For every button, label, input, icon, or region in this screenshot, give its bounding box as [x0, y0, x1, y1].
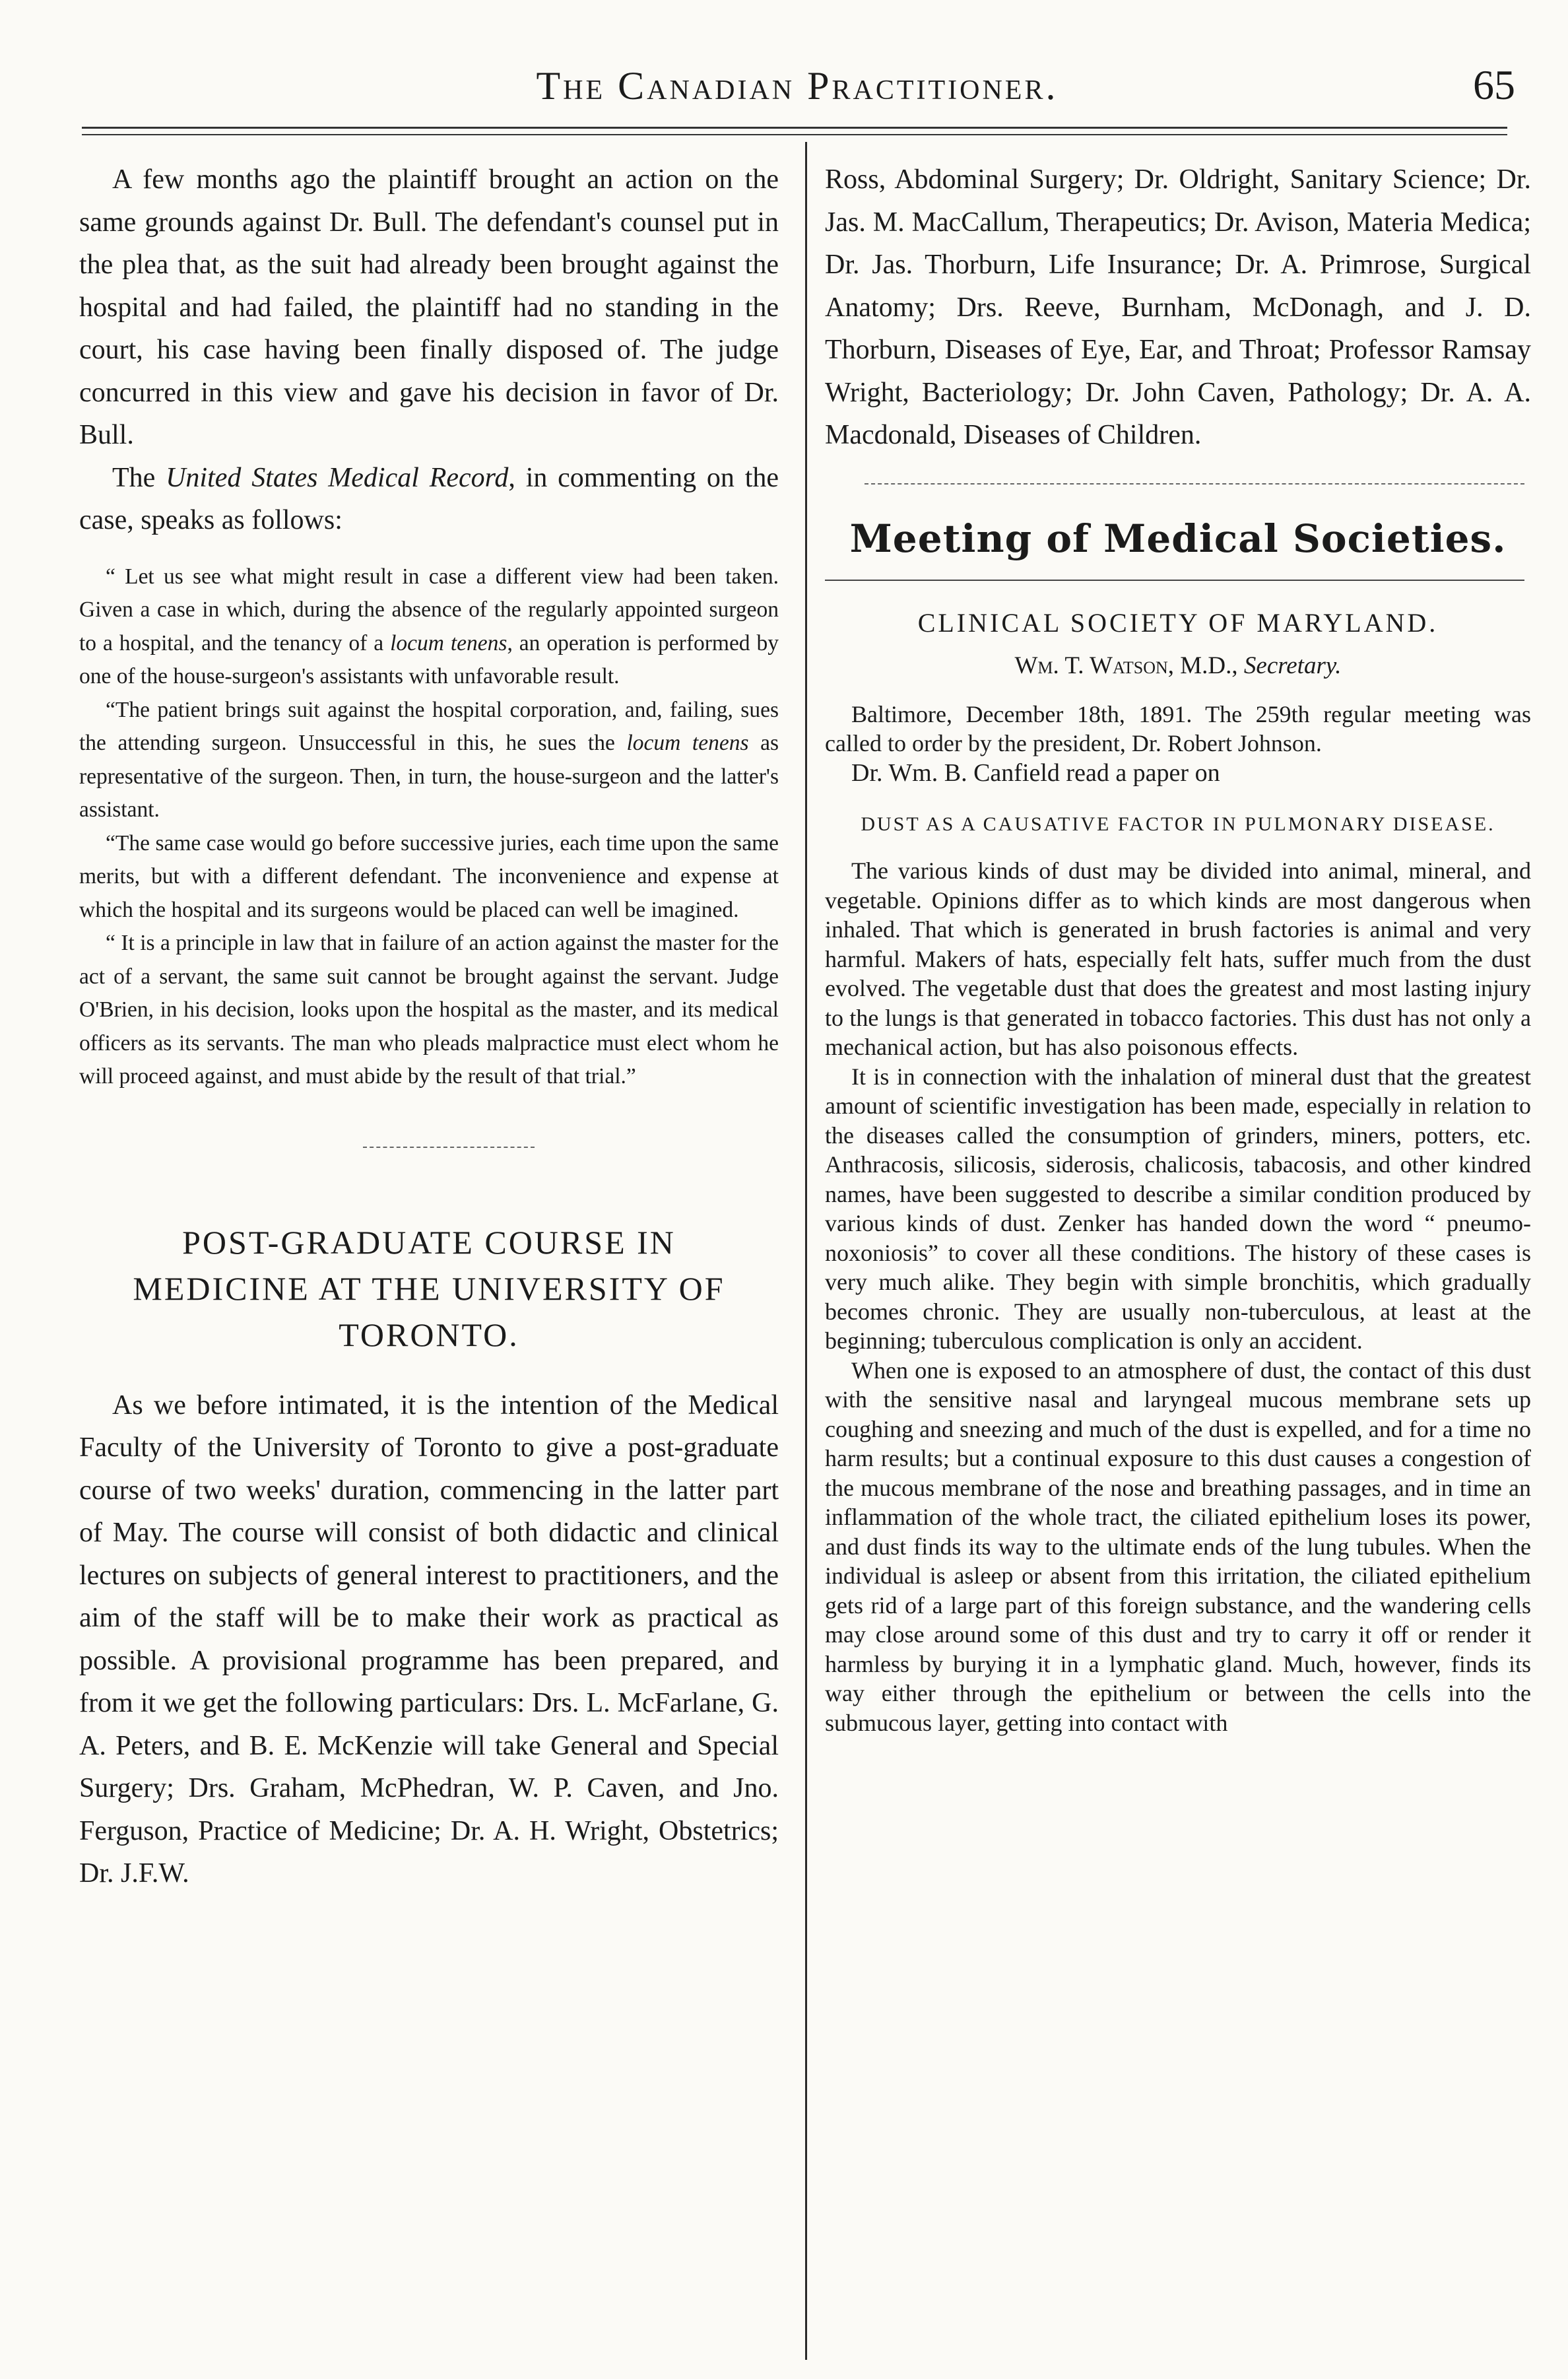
- section-heading-medical-societies: Meeting of Medical Societies.: [849, 516, 1507, 561]
- secretary-name: Wm. T. Watson, M.D.,: [1014, 652, 1244, 679]
- section-separator-right: [825, 457, 1531, 516]
- secretary-line: [825, 652, 1531, 680]
- paragraph-record-intro: [79, 457, 779, 542]
- quote-1-latin: locum tenens: [390, 630, 507, 655]
- paragraph-kinds-of-dust: The various kinds of dust may be divided into animal, mineral, and vegetable. Opinions differ as to which kinds are most dangerous when inhaled. That which is generated in brush factories is animal and very harmful. Makers of hats, especially felt hats, suffer much from the dust evolved. The vegetable dust that does the greatest and most lasting injury to the lungs is that generated in tobacco factories. This dust has not only a mechanical action, but has also poisonous effects.: [825, 857, 1531, 1060]
- running-title: The Canadian Practitioner.: [536, 64, 1059, 108]
- page-number: 65: [1473, 61, 1515, 108]
- paragraph-staff-list: Ross, Abdominal Surgery; Dr. Oldright, Sanitary Science; Dr. Jas. M. MacCallum, Therapeutics; Dr. Avison, Materia Medica; Dr. Jas. Thorburn, Life Insurance; Dr. A. Primrose, Surgical Anatomy; Drs. Reeve, Burnham, McDonagh, and J. D. Thorburn, Diseases of Eye, Ear, and Throat; Professor Ramsay Wright, Bacteriology; Dr. John Caven, Pathology; Dr. A. A. Macdonald, Diseases of Children.: [825, 164, 1531, 450]
- right-column: [825, 158, 1531, 1737]
- record-intro-prefix: The: [112, 462, 166, 493]
- record-intro-suffix: , in commenting on the case, speaks as follows:: [79, 462, 779, 535]
- secretary-title: Secretary.: [1243, 652, 1342, 679]
- running-header: [79, 63, 1515, 123]
- quote-1-text-b: , an operation is performed by one of the house-surgeon's assistants with unfavorable result.: [79, 630, 779, 688]
- quote-2-latin: locum tenens: [626, 731, 749, 755]
- column-divider: [805, 142, 807, 2360]
- paper-reader-line: Dr. Wm. B. Canfield read a paper on: [851, 758, 1220, 787]
- meeting-intro: Baltimore, December 18th, 1891. The 259th regular meeting was called to order by the president, Dr. Robert Johnson.: [825, 700, 1531, 756]
- quote-1-text-a: “ Let us see what might result in case a different view had been taken. Given a case in which, during the absence of the regularly appointed surgeon to a hospital, and the tenancy of a: [79, 564, 779, 655]
- society-name: CLINICAL SOCIETY OF MARYLAND.: [917, 607, 1439, 638]
- quote-paragraph-4: “ It is a principle in law that in failure of an action against the master for the act of a servant, the same suit cannot be brought against the servant. Judge O'Brien, in his decision, looks upon the hospital as the master, and its medical officers as its servants. The man who pleads malpractice must elect whom he will proceed against, and must abide by the result of that trial.”: [79, 931, 779, 1089]
- quote-paragraph-2: [79, 694, 779, 827]
- paragraph-post-graduate-course: As we before intimated, it is the intention of the Medical Faculty of the University of Toronto to give a post-graduate course of two weeks' duration, commencing in the latter part of May. The course will consist of both didactic and clinical lectures on subjects of general interest to practitioners, and the aim of the staff will be to make their work as practical as possible. A provisional programme has been prepared, and from it we get the following particulars: Drs. L. McFarlane, G. A. Peters, and B. E. McKenzie will take General and Special Surgery; Drs. Graham, McPhedran, W. P. Caven, and Jno. Ferguson, Practice of Medicine; Dr. A. H. Wright, Obstetrics; Dr. J.F.W.: [79, 1390, 779, 1889]
- paragraph-mineral-dust: It is in connection with the inhalation of mineral dust that the greatest amount of scientific investigation has been made, especially in relation to the diseases called the consumption of grinders, miners, potters, etc. Anthracosis, silicosis, siderosis, chalicosis, tabacosis, and other kindred names, have been suggested to describe a similar condition produced by various kinds of dust. Zenker has handed down the word “ pneumo-noxoniosis” to cover all these conditions. The history of these cases is very much alike. They begin with simple bronchitis, which gradually becomes chronic. They are usually non-tuberculous, at least at the beginning; tuberculous complication is only an accident.: [825, 1063, 1531, 1354]
- dashed-ornament-right: [865, 483, 1524, 485]
- header-rule-double: [82, 134, 1507, 135]
- quote-2-text-b: as representative of the surgeon. Then, in turn, the house-surgeon and the latter's assistant.: [79, 731, 779, 822]
- section-separator: [79, 1094, 779, 1219]
- quote-paragraph-1: [79, 560, 779, 694]
- left-column: [79, 158, 779, 1895]
- paper-title: DUST AS A CAUSATIVE FACTOR IN PULMONARY DISEASE.: [861, 813, 1495, 835]
- section-heading-post-graduate: POST-GRADUATE COURSE IN MEDICINE AT THE UNIVERSITY OF TORONTO.: [133, 1223, 725, 1353]
- dashed-ornament: [363, 1147, 535, 1148]
- quote-paragraph-3: “The same case would go before successive juries, each time upon the same merits, but with a different defendant. The inconvenience and expense at which the hospital and its surgeons would be placed can well be imagined.: [79, 830, 779, 922]
- heading-rule: [825, 580, 1524, 581]
- header-rule: [82, 127, 1507, 129]
- paragraph-plaintiff-action: A few months ago the plaintiff brought an action on the same grounds against Dr. Bull. The defendant's counsel put in the plea that, as the suit had already been brought against the hospital and had failed, the plaintiff had no standing in the court, his case having been finally disposed of. The judge concurred in this view and gave his decision in favor of Dr. Bull.: [79, 164, 779, 450]
- paragraph-exposure: When one is exposed to an atmosphere of dust, the contact of this dust with the sensitive nasal and laryngeal mucous membrane sets up coughing and sneezing and much of the dust is expelled, and for a time no harm results; but a continual exposure to this dust causes a congestion of the mucous membrane of the nose and breathing passages, and in time an inflammation of the whole tract, the ciliated epithelium loses its power, and dust finds its way to the ultimate ends of the lung tubules. When the individual is asleep or absent from this irritation, the ciliated epithelium gets rid of a large part of this foreign substance, and the wandering cells may close around some of this dust and try to carry it off or render it harmless by burying it in a lymphatic gland. Much, however, finds its way either through the epithelium or between the cells into the submucous layer, getting into contact with: [825, 1357, 1531, 1736]
- quote-2-text-a: “The patient brings suit against the hospital corporation, and, failing, sues the attending surgeon. Unsuccessful in this, he sues the: [79, 697, 779, 755]
- journal-name: United States Medical Record: [166, 462, 509, 493]
